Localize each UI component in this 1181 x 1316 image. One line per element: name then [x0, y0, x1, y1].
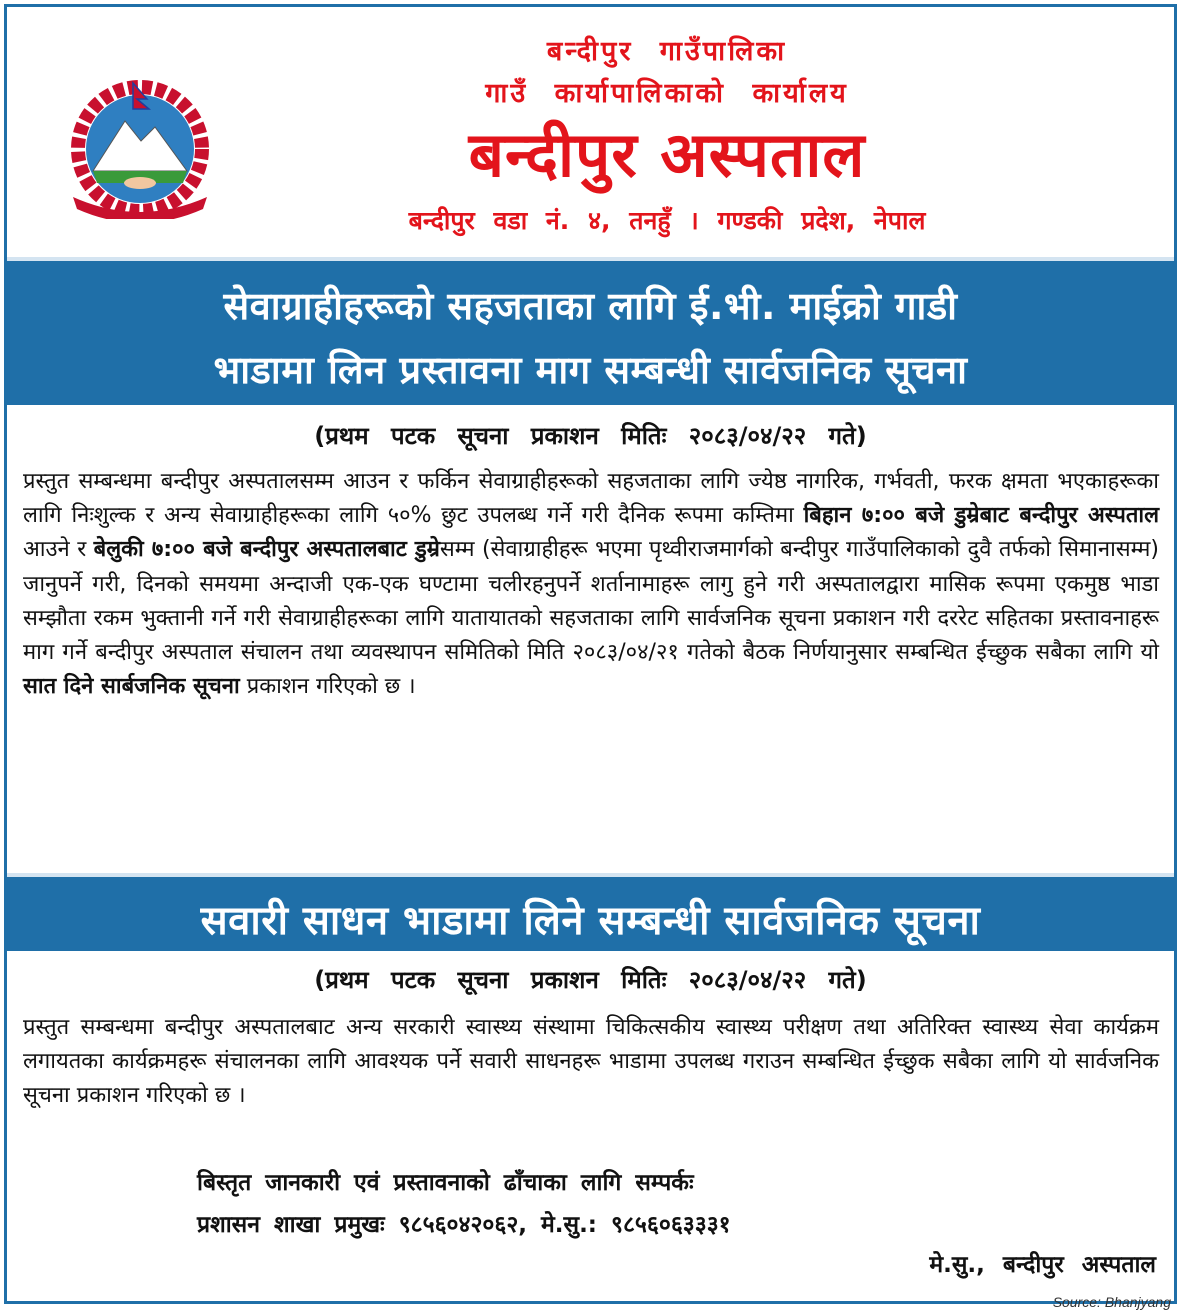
notice1-heading-line2: भाडामा लिन प्रस्तावना माग सम्बन्धी सार्वजनिक सूचना — [213, 348, 968, 392]
notice2-body: प्रस्तुत सम्बन्धमा बन्दीपुर अस्पतालबाट अन्य सरकारी स्वास्थ्य संस्थामा चिकित्सकीय स्वास्थ्य परीक्षण तथा अतिरिक्त स्वास्थ्य सेवा कार्यक्रम लगायतका कार्यक्रमहरू संचालनका लागि आवश्यक पर्ने सवारी साधनहरू भाडामा उपलब्ध गराउन सम्बन्धित ईच्छुक सबैका लागि यो सार्वजनिक सूचना प्रकाशन गरिएको छ । — [23, 1015, 1159, 1109]
notice-header — [7, 7, 1174, 257]
notice2-publish-date: (प्रथम पटक सूचना प्रकाशन मितिः २०८३/०४/२२ गते) — [314, 966, 867, 994]
notice1-heading-line1: सेवाग्राहीहरूको सहजताका लागि ई.भी. माईक्रो गाडी — [223, 284, 958, 328]
notice1-body — [23, 465, 1159, 704]
notice1-body-bold-duration: सात दिने सार्बजनिक सूचना — [23, 674, 240, 700]
nepal-government-emblem-icon — [55, 79, 225, 219]
notice1-body-bold-morning: बिहान ७:०० बजे डुम्रेबाट बन्दीपुर अस्पताल — [803, 503, 1159, 529]
contact-heading: बिस्तृत जानकारी एवं प्रस्तावनाको ढाँचाका लागि सम्पर्कः — [197, 1170, 694, 1196]
notice2-heading: सवारी साधन भाडामा लिने सम्बन्धी सार्वजनिक सूचना — [200, 898, 981, 944]
notice1-heading-banner — [7, 257, 1174, 405]
notice1-body-text: प्रस्तुत सम्बन्धमा बन्दीपुर अस्पतालसम्म आउन र फर्किन सेवाग्राहीहरूको सहजताका लागि ज्येष्ठ नागरिक, गर्भवती, फरक क्षमता भएकाहरूका लागि निःशुल्क र अन्य सेवाग्राहीहरूका लागि ५०% छुट उपलब्ध गर्ने गरी दैनिक रूपमा कम्तिमा — [23, 469, 1159, 529]
notice1-body-text: आउने र — [23, 537, 94, 563]
signature: मे.सु., बन्दीपुर अस्पताल — [929, 1252, 1156, 1278]
contact-phones: प्रशासन शाखा प्रमुखः ९८५६०४२०६२, मे.सु.: ९८५६०६३३३१ — [197, 1212, 731, 1238]
notice2-heading-banner — [7, 873, 1174, 951]
notice1-body-text: सम्म (सेवाग्राहीहरू भएमा पृथ्वीराजमार्गको बन्दीपुर गाउँपालिकाको दुवै तर्फको सिमानासम्म) जानुपर्ने गरी, दिनको समयमा अन्दाजी एक-एक घण्टामा चलीरहनुपर्ने शर्तानामाहरू लागु हुने गरी अस्पतालद्वारा मासिक रूपमा एकमुष्ठ भाडा सम्झौता रकम भुक्तानी गर्ने गरी सेवाग्राहीहरूका लागि यातायातको सहजताका लागि सार्वजनिक सूचना प्रकाशन गरी दररेट सहितका प्रस्तावनाहरू माग गर्ने बन्दीपुर अस्पताल संचालन तथा व्यवस्थापन समितिको मिति २०८३/०४/२१ गतेको बैठक निर्णयानुसार सम्बन्धित ईच्छुक सबैका लागि यो — [23, 537, 1159, 666]
source-credit: Source: Bhanjyang — [1052, 1294, 1171, 1310]
notice1-publish-date: (प्रथम पटक सूचना प्रकाशन मितिः २०८३/०४/२२ गते) — [314, 422, 867, 450]
notice1-body-text: प्रकाशन गरिएको छ । — [239, 674, 416, 700]
office-name: गाउँ कार्यापालिकाको कार्यालय — [485, 78, 849, 109]
notice1-body-bold-evening: बेलुकी ७:०० बजे बन्दीपुर अस्पतालबाट डुम्रे — [93, 537, 440, 563]
notice-frame — [4, 4, 1177, 1304]
hospital-address: बन्दीपुर वडा नं. ४, तनहुँ । गण्डकी प्रदेश, नेपाल — [408, 206, 926, 235]
hospital-title: बन्दीपुर अस्पताल — [468, 118, 866, 191]
municipality-name: बन्दीपुर गाउँपालिका — [546, 36, 788, 67]
